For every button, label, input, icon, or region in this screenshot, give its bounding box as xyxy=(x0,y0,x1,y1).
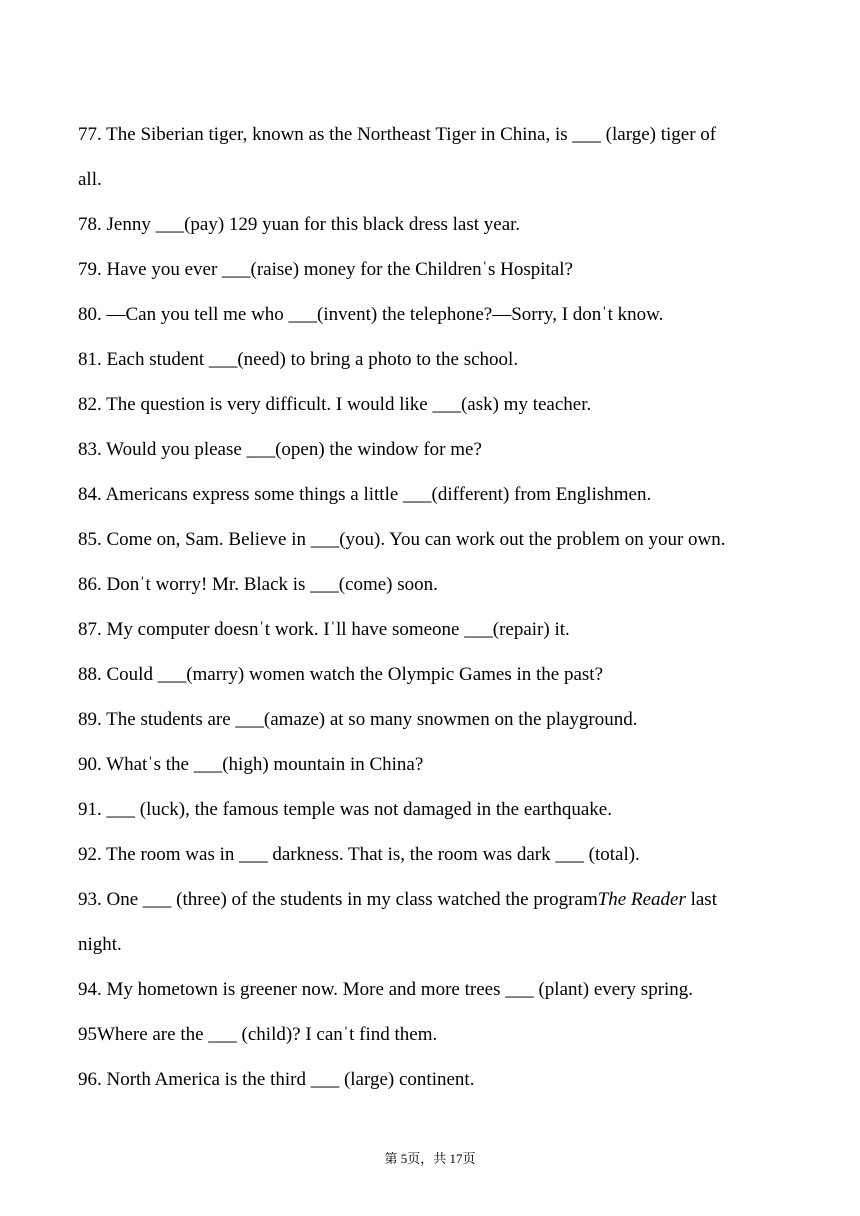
question-79: 79. Have you ever ___(raise) money for the Childrenˈs Hospital? xyxy=(78,259,573,280)
question-89: 89. The students are ___(amaze) at so many snowmen on the playground. xyxy=(78,709,638,730)
question-83: 83. Would you please ___(open) the window for me? xyxy=(78,439,482,460)
question-93-line-2: night. xyxy=(78,934,122,955)
question-90: 90. Whatˈs the ___(high) mountain in China? xyxy=(78,754,424,775)
question-77-line-2: all. xyxy=(78,169,102,190)
question-85: 85. Come on, Sam. Believe in ___(you). You can work out the problem on your own. xyxy=(78,529,726,550)
question-77-line-1: 77. The Siberian tiger, known as the Northeast Tiger in China, is ___ (large) tiger of xyxy=(78,124,717,145)
program-title: The Reader xyxy=(597,889,686,910)
question-96: 96. North America is the third ___ (large) continent. xyxy=(78,1069,475,1090)
question-93-line-1 xyxy=(78,877,778,922)
question-93-text: 93. One ___ (three) of the students in my class watched the program xyxy=(78,889,598,910)
question-88: 88. Could ___(marry) women watch the Olympic Games in the past? xyxy=(78,664,604,685)
question-93-tail: last xyxy=(685,889,717,910)
question-95: 95Where are the ___ (child)? I canˈt find them. xyxy=(78,1024,438,1045)
question-78: 78. Jenny ___(pay) 129 yuan for this black dress last year. xyxy=(78,214,521,235)
question-80: 80. —Can you tell me who ___(invent) the telephone?—Sorry, I donˈt know. xyxy=(78,304,664,325)
page-number-footer: 第 5页，共 17页 xyxy=(384,1151,476,1166)
question-91: 91. ___ (luck), the famous temple was not damaged in the earthquake. xyxy=(78,799,612,820)
question-86: 86. Donˈt worry! Mr. Black is ___(come) soon. xyxy=(78,574,438,595)
question-list xyxy=(78,112,778,1102)
question-82: 82. The question is very difficult. I would like ___(ask) my teacher. xyxy=(78,394,592,415)
question-92: 92. The room was in ___ darkness. That is, the room was dark ___ (total). xyxy=(78,844,640,865)
question-81: 81. Each student ___(need) to bring a photo to the school. xyxy=(78,349,519,370)
question-84: 84. Americans express some things a little ___(different) from Englishmen. xyxy=(78,484,652,505)
question-94: 94. My hometown is greener now. More and more trees ___ (plant) every spring. xyxy=(78,979,694,1000)
question-87: 87. My computer doesnˈt work. Iˈll have someone ___(repair) it. xyxy=(78,619,570,640)
